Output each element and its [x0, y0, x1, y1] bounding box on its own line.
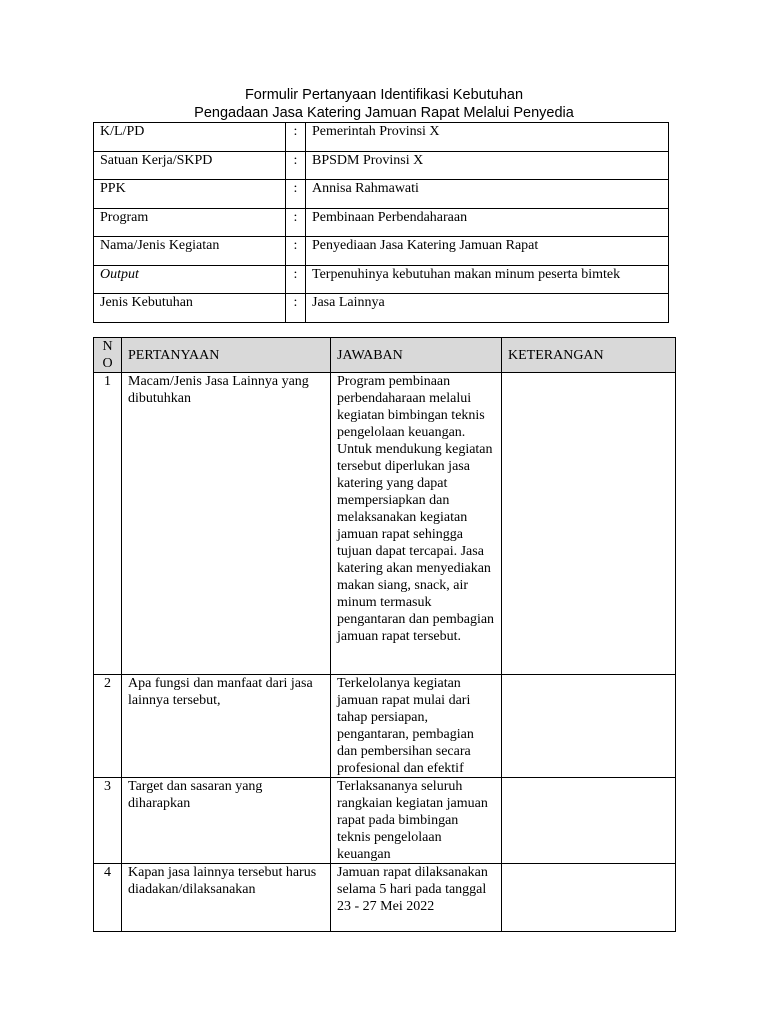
row-question: Target dan sasaran yang diharapkan [122, 778, 331, 864]
info-label: Jenis Kebutuhan [94, 294, 286, 323]
row-note [502, 373, 676, 675]
info-colon: : [286, 294, 306, 323]
info-row-jenis [94, 294, 669, 323]
info-row-program [94, 208, 669, 237]
form-subtitle: Pengadaan Jasa Katering Jamuan Rapat Melalui Penyedia [194, 105, 574, 121]
info-label: K/L/PD [94, 123, 286, 152]
info-colon: : [286, 237, 306, 266]
info-colon: : [286, 123, 306, 152]
row-note [502, 778, 676, 864]
info-value: Penyediaan Jasa Katering Jamuan Rapat [306, 237, 669, 266]
info-value: BPSDM Provinsi X [306, 151, 669, 180]
table-header-row [94, 338, 676, 373]
info-colon: : [286, 151, 306, 180]
info-row-satker [94, 151, 669, 180]
table-row [94, 675, 676, 778]
row-answer: Terkelolanya kegiatan jamuan rapat mulai dari tahap persiapan, pengantaran, pembagian dan pembersihan secara profesional dan efektif [331, 675, 502, 778]
header-no-line1: N [102, 339, 113, 354]
form-title: Formulir Pertanyaan Identifikasi Kebutuhan [244, 87, 524, 103]
row-number: 3 [94, 778, 122, 864]
row-number: 2 [94, 675, 122, 778]
row-note [502, 675, 676, 778]
row-number: 1 [94, 373, 122, 675]
header-jawaban: JAWABAN [331, 338, 502, 373]
row-question: Macam/Jenis Jasa Lainnya yang dibutuhkan [122, 373, 331, 675]
row-answer: Program pembinaan perbendaharaan melalui kegiatan bimbingan teknis pengelolaan keuangan. Untuk mendukung kegiatan tersebut diperlukan jasa katering yang dapat mempersiapkan dan melaksanakan kegiatan jamuan rapat sehingga tujuan dapat tercapai. Jasa katering akan menyediakan makan siang, snack, air minum termasuk pengantaran dan pembagian jamuan rapat tersebut. [331, 373, 502, 675]
info-label: Program [94, 208, 286, 237]
info-value: Jasa Lainnya [306, 294, 669, 323]
table-row [94, 373, 676, 675]
row-number: 4 [94, 864, 122, 932]
row-question: Kapan jasa lainnya tersebut harus diadakan/dilaksanakan [122, 864, 331, 932]
info-label [94, 265, 286, 294]
table-row [94, 778, 676, 864]
questions-table [93, 337, 676, 932]
row-answer: Terlaksananya seluruh rangkaian kegiatan jamuan rapat pada bimbingan teknis pengelolaan keuangan [331, 778, 502, 864]
info-label: Nama/Jenis Kegiatan [94, 237, 286, 266]
header-keterangan: KETERANGAN [502, 338, 676, 373]
row-note [502, 864, 676, 932]
info-value: Pemerintah Provinsi X [306, 123, 669, 152]
info-table [93, 122, 669, 323]
header-no [94, 338, 122, 373]
info-row-ppk [94, 180, 669, 209]
table-row [94, 864, 676, 932]
info-label: PPK [94, 180, 286, 209]
header-no-line2: O [102, 356, 113, 371]
info-row-kegiatan [94, 237, 669, 266]
info-colon: : [286, 265, 306, 294]
info-colon: : [286, 180, 306, 209]
row-answer: Jamuan rapat dilaksanakan selama 5 hari pada tanggal 23 - 27 Mei 2022 [331, 864, 502, 932]
info-label-text: Output [100, 266, 139, 282]
header-pertanyaan: PERTANYAAN [122, 338, 331, 373]
info-value: Annisa Rahmawati [306, 180, 669, 209]
row-question: Apa fungsi dan manfaat dari jasa lainnya tersebut, [122, 675, 331, 778]
info-row-kl [94, 123, 669, 152]
info-value: Terpenuhinya kebutuhan makan minum peserta bimtek [306, 265, 669, 294]
info-value: Pembinaan Perbendaharaan [306, 208, 669, 237]
info-row-output [94, 265, 669, 294]
info-colon: : [286, 208, 306, 237]
info-label: Satuan Kerja/SKPD [94, 151, 286, 180]
